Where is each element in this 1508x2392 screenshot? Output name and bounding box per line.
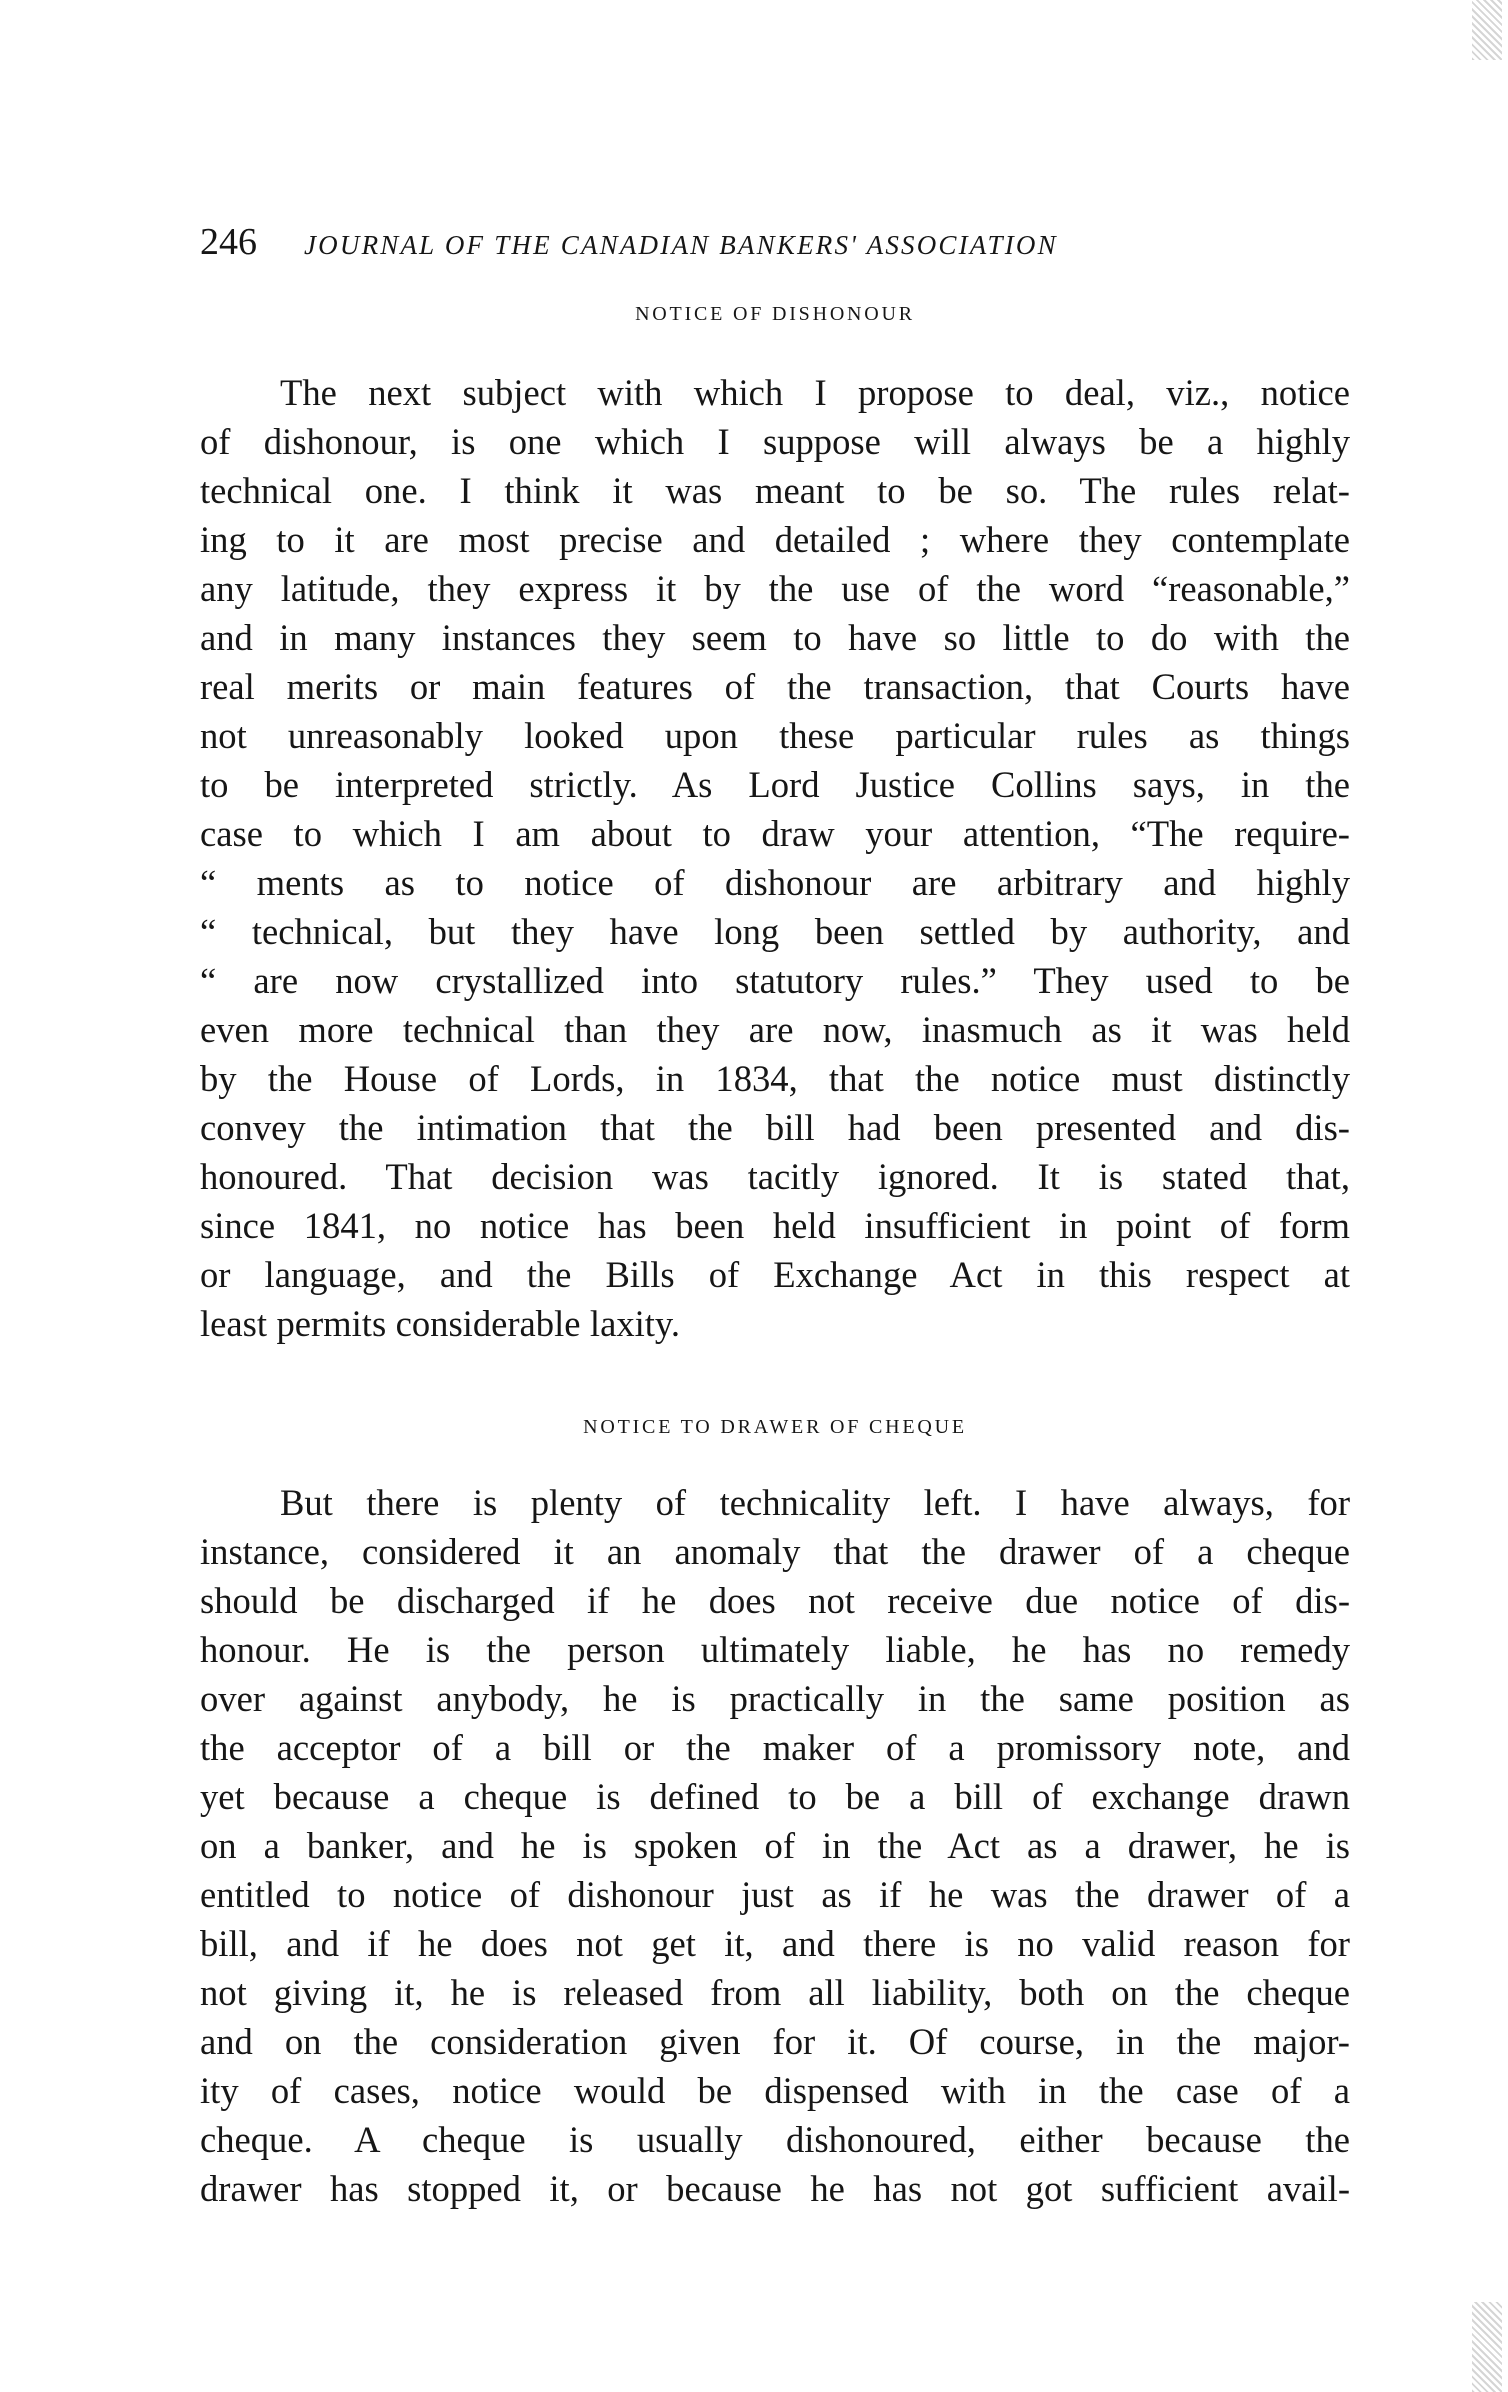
text-line: honour. He is the person ultimately liable, he has no remedy bbox=[200, 1629, 1350, 1670]
journal-title: JOURNAL OF THE CANADIAN BANKERS' ASSOCIATION bbox=[304, 230, 1058, 260]
text-line: “ ments as to notice of dishonour are arbitrary and highly bbox=[200, 862, 1350, 903]
paragraph-notice-to-drawer-of-cheque bbox=[200, 1478, 1350, 2213]
text-line: ing to it are most precise and detailed ; where they contemplate bbox=[200, 519, 1350, 560]
section-heading-notice-to-drawer-of-cheque: NOTICE TO DRAWER OF CHEQUE bbox=[583, 1416, 967, 1438]
text-line: and in many instances they seem to have so little to do with the bbox=[200, 617, 1350, 658]
text-line: and on the consideration given for it. Of course, in the major- bbox=[200, 2021, 1350, 2062]
text-line: But there is plenty of technicality left. I have always, for bbox=[280, 1482, 1350, 1523]
page-number: 246 bbox=[200, 221, 257, 263]
text-line: any latitude, they express it by the use of the word “reasonable,” bbox=[200, 568, 1350, 609]
text-line: real merits or main features of the transaction, that Courts have bbox=[200, 666, 1350, 707]
text-line: of dishonour, is one which I suppose will always be a highly bbox=[200, 421, 1350, 462]
text-line: even more technical than they are now, inasmuch as it was held bbox=[200, 1009, 1350, 1050]
text-line: The next subject with which I propose to deal, viz., notice bbox=[280, 372, 1350, 413]
text-line: the acceptor of a bill or the maker of a promissory note, and bbox=[200, 1727, 1350, 1768]
text-line: least permits considerable laxity. bbox=[200, 1303, 680, 1344]
text-line: “ are now crystallized into statutory rules.” They used to be bbox=[200, 960, 1350, 1001]
text-line: convey the intimation that the bill had been presented and dis- bbox=[200, 1107, 1350, 1148]
text-line: on a banker, and he is spoken of in the Act as a drawer, he is bbox=[200, 1825, 1350, 1866]
text-line: instance, considered it an anomaly that the drawer of a cheque bbox=[200, 1531, 1350, 1572]
text-line: to be interpreted strictly. As Lord Justice Collins says, in the bbox=[200, 764, 1350, 805]
running-head bbox=[200, 212, 1230, 272]
text-line: “ technical, but they have long been settled by authority, and bbox=[200, 911, 1350, 952]
scan-edge-mark bbox=[1472, 0, 1502, 60]
text-line: over against anybody, he is practically in the same position as bbox=[200, 1678, 1350, 1719]
text-line: yet because a cheque is defined to be a bill of exchange drawn bbox=[200, 1776, 1350, 1817]
text-line: not unreasonably looked upon these particular rules as things bbox=[200, 715, 1350, 756]
text-line: cheque. A cheque is usually dishonoured, either because the bbox=[200, 2119, 1350, 2160]
text-line: drawer has stopped it, or because he has not got sufficient avail- bbox=[200, 2168, 1350, 2209]
text-line: not giving it, he is released from all liability, both on the cheque bbox=[200, 1972, 1350, 2013]
text-line: or language, and the Bills of Exchange Act in this respect at bbox=[200, 1254, 1350, 1295]
paragraph-notice-of-dishonour bbox=[200, 368, 1350, 1348]
text-line: entitled to notice of dishonour just as if he was the drawer of a bbox=[200, 1874, 1350, 1915]
scan-edge-mark bbox=[1472, 2302, 1502, 2392]
text-line: ity of cases, notice would be dispensed with in the case of a bbox=[200, 2070, 1350, 2111]
text-line: honoured. That decision was tacitly ignored. It is stated that, bbox=[200, 1156, 1350, 1197]
section-heading-notice-of-dishonour: NOTICE OF DISHONOUR bbox=[635, 303, 915, 325]
text-line: bill, and if he does not get it, and there is no valid reason for bbox=[200, 1923, 1350, 1964]
text-line: should be discharged if he does not receive due notice of dis- bbox=[200, 1580, 1350, 1621]
text-line: since 1841, no notice has been held insufficient in point of form bbox=[200, 1205, 1350, 1246]
text-line: by the House of Lords, in 1834, that the notice must distinctly bbox=[200, 1058, 1350, 1099]
text-line: case to which I am about to draw your attention, “The require- bbox=[200, 813, 1350, 854]
text-line: technical one. I think it was meant to be so. The rules relat- bbox=[200, 470, 1350, 511]
